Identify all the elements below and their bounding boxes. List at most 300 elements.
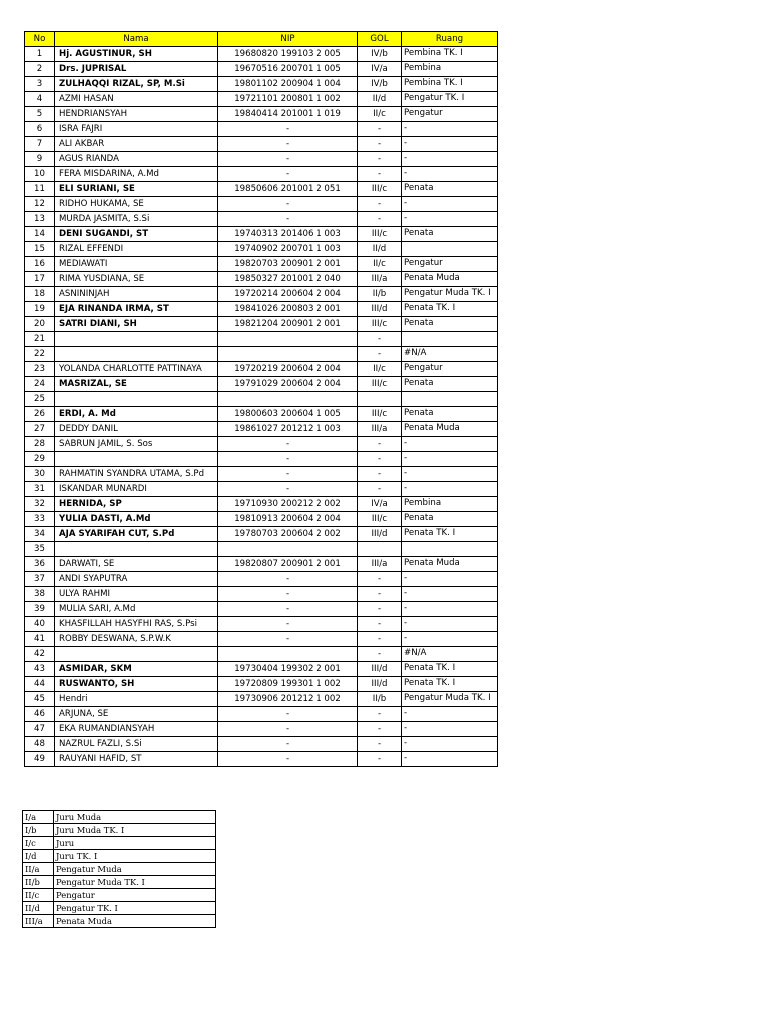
cell-nip: - [218,587,358,602]
legend-ruang: Pengatur Muda [54,863,216,876]
cell-nip: 19720219 200604 2 004 [218,362,358,377]
table-row [25,707,498,722]
cell-no: 15 [25,242,55,257]
cell-ruang: Penata TK. I [402,302,498,317]
cell-gol: - [358,437,402,452]
cell-nama: RAHMATIN SYANDRA UTAMA, S.Pd [55,467,218,482]
cell-gol: - [358,737,402,752]
cell-no: 9 [25,152,55,167]
cell-nama: YOLANDA CHARLOTTE PATTINAYA [55,362,218,377]
cell-nama: EJA RINANDA IRMA, ST [55,302,218,317]
cell-gol: III/d [358,677,402,692]
legend-ruang: Juru Muda [54,811,216,824]
cell-nip: 19680820 199103 2 005 [218,47,358,62]
table-row [25,617,498,632]
cell-gol: III/c [358,227,402,242]
table-row [25,752,498,767]
legend-row [23,876,216,889]
cell-no: 33 [25,512,55,527]
cell-nama: Hj. AGUSTINUR, SH [55,47,218,62]
cell-gol: II/d [358,92,402,107]
cell-ruang: - [402,707,498,722]
cell-nama [55,542,218,557]
cell-no: 49 [25,752,55,767]
cell-nip: 19850606 201001 2 051 [218,182,358,197]
cell-nip: 19780703 200604 2 002 [218,527,358,542]
cell-nama: YULIA DASTI, A.Md [55,512,218,527]
cell-no: 24 [25,377,55,392]
cell-nama [55,452,218,467]
cell-nip: - [218,752,358,767]
cell-nip: 19810913 200604 2 004 [218,512,358,527]
cell-nama: RIMA YUSDIANA, SE [55,272,218,287]
table-row [25,107,498,122]
rank-legend-table [22,810,216,928]
cell-nama: RIDHO HUKAMA, SE [55,197,218,212]
header-nama: Nama [55,32,218,47]
cell-no: 20 [25,317,55,332]
cell-ruang: #N/A [402,347,498,362]
cell-ruang [402,542,498,557]
cell-nama: MURDA JASMITA, S.Si [55,212,218,227]
cell-no: 12 [25,197,55,212]
cell-nama: ISKANDAR MUNARDI [55,482,218,497]
cell-ruang: - [402,752,498,767]
header-ruang: Ruang [402,32,498,47]
cell-ruang [402,392,498,407]
cell-no: 1 [25,47,55,62]
cell-ruang: Pengatur [402,107,498,122]
cell-nip: - [218,122,358,137]
cell-ruang: - [402,602,498,617]
cell-nama: ISRA FAJRI [55,122,218,137]
cell-gol: II/c [358,257,402,272]
cell-no: 31 [25,482,55,497]
cell-ruang: - [402,482,498,497]
table-row [25,662,498,677]
cell-nama [55,332,218,347]
cell-no: 26 [25,407,55,422]
cell-ruang: Pengatur [402,257,498,272]
cell-gol: - [358,482,402,497]
cell-no: 25 [25,392,55,407]
cell-ruang: Pengatur TK. I [402,92,498,107]
cell-nip: 19820807 200901 2 001 [218,557,358,572]
legend-gol: II/d [23,902,54,915]
cell-ruang: Penata [402,182,498,197]
cell-nip: - [218,737,358,752]
cell-ruang: - [402,197,498,212]
table-row [25,302,498,317]
cell-nama: MEDIAWATI [55,257,218,272]
cell-gol: III/a [358,557,402,572]
cell-no: 18 [25,287,55,302]
cell-ruang: - [402,137,498,152]
cell-gol: III/c [358,407,402,422]
table-row [25,167,498,182]
legend-ruang: Pengatur TK. I [54,902,216,915]
table-row [25,227,498,242]
cell-gol: II/d [358,242,402,257]
cell-no: 16 [25,257,55,272]
cell-nama: SATRI DIANI, SH [55,317,218,332]
cell-nama [55,647,218,662]
legend-row [23,902,216,915]
cell-nip [218,392,358,407]
cell-nama [55,347,218,362]
legend-ruang: Pengatur [54,889,216,902]
table-row [25,317,498,332]
header-no: No [25,32,55,47]
legend-row [23,863,216,876]
cell-ruang: - [402,617,498,632]
cell-nama: HERNIDA, SP [55,497,218,512]
cell-ruang: Pengatur [402,362,498,377]
cell-no: 48 [25,737,55,752]
legend-row [23,850,216,863]
table-row [25,92,498,107]
table-row [25,272,498,287]
table-row [25,572,498,587]
cell-nip: 19710930 200212 2 002 [218,497,358,512]
employee-table [24,31,498,767]
table-row [25,722,498,737]
cell-no: 10 [25,167,55,182]
table-row [25,677,498,692]
cell-nip: - [218,722,358,737]
cell-no: 5 [25,107,55,122]
table-row [25,257,498,272]
cell-gol [358,392,402,407]
cell-no: 3 [25,77,55,92]
table-row [25,392,498,407]
legend-gol: I/a [23,811,54,824]
legend-row [23,824,216,837]
cell-no: 45 [25,692,55,707]
cell-nama: DEDDY DANIL [55,422,218,437]
cell-gol: II/c [358,107,402,122]
legend-row [23,811,216,824]
cell-ruang: Penata [402,407,498,422]
cell-gol: II/c [358,362,402,377]
cell-no: 27 [25,422,55,437]
cell-gol: III/c [358,317,402,332]
cell-gol: III/a [358,422,402,437]
cell-nip: 19820703 200901 2 001 [218,257,358,272]
cell-no: 4 [25,92,55,107]
cell-gol: III/c [358,182,402,197]
cell-nip: - [218,707,358,722]
cell-gol: - [358,167,402,182]
cell-nama: Drs. JUPRISAL [55,62,218,77]
cell-nip [218,347,358,362]
legend-gol: I/d [23,850,54,863]
legend-ruang: Juru TK. I [54,850,216,863]
table-row [25,647,498,662]
cell-gol: II/b [358,287,402,302]
cell-no: 14 [25,227,55,242]
table-row [25,77,498,92]
cell-ruang: Pembina [402,62,498,77]
table-row [25,62,498,77]
cell-nama: RAUYANI HAFID, ST [55,752,218,767]
legend-row [23,915,216,928]
cell-nama: AJA SYARIFAH CUT, S.Pd [55,527,218,542]
cell-gol: - [358,212,402,227]
cell-gol: - [358,452,402,467]
cell-no: 19 [25,302,55,317]
cell-gol: III/c [358,377,402,392]
cell-no: 32 [25,497,55,512]
cell-nip: - [218,437,358,452]
legend-gol: II/a [23,863,54,876]
cell-nip: - [218,167,358,182]
cell-ruang: Penata Muda [402,557,498,572]
cell-nip: 19670516 200701 1 005 [218,62,358,77]
cell-nip: 19850327 201001 2 040 [218,272,358,287]
cell-no: 28 [25,437,55,452]
cell-gol: - [358,332,402,347]
cell-nip: 19720214 200604 2 004 [218,287,358,302]
cell-nama: DENI SUGANDI, ST [55,227,218,242]
cell-gol: III/c [358,512,402,527]
table-row [25,137,498,152]
cell-gol: IV/b [358,77,402,92]
cell-gol [358,542,402,557]
cell-nip [218,647,358,662]
cell-nip: 19800603 200604 1 005 [218,407,358,422]
cell-nip [218,332,358,347]
header-row [25,32,498,47]
cell-gol: - [358,617,402,632]
cell-no: 13 [25,212,55,227]
cell-nip: 19861027 201212 1 003 [218,422,358,437]
cell-nip: 19730404 199302 2 001 [218,662,358,677]
cell-no: 41 [25,632,55,647]
cell-gol: - [358,722,402,737]
cell-ruang: Penata TK. I [402,527,498,542]
table-row [25,482,498,497]
legend-gol: III/a [23,915,54,928]
cell-no: 6 [25,122,55,137]
table-row [25,587,498,602]
cell-gol: - [358,752,402,767]
cell-gol: - [358,197,402,212]
cell-nama [55,392,218,407]
header-gol: GOL [358,32,402,47]
cell-no: 22 [25,347,55,362]
legend-row [23,889,216,902]
cell-ruang: - [402,632,498,647]
header-nip: NIP [218,32,358,47]
table-row [25,692,498,707]
table-row [25,737,498,752]
cell-no: 35 [25,542,55,557]
cell-nip: 19721101 200801 1 002 [218,92,358,107]
legend-ruang: Penata Muda [54,915,216,928]
cell-nip [218,542,358,557]
cell-ruang: Pengatur Muda TK. I [402,287,498,302]
cell-ruang: - [402,572,498,587]
table-row [25,362,498,377]
cell-ruang: Penata [402,317,498,332]
cell-no: 30 [25,467,55,482]
cell-no: 38 [25,587,55,602]
cell-nip: 19730906 201212 1 002 [218,692,358,707]
cell-nip: - [218,212,358,227]
cell-ruang: Pembina TK. I [402,47,498,62]
cell-no: 34 [25,527,55,542]
cell-gol: - [358,152,402,167]
cell-nama: Hendri [55,692,218,707]
cell-ruang: - [402,437,498,452]
cell-ruang: Penata Muda [402,272,498,287]
employee-table-body [25,47,498,767]
cell-nama: HENDRIANSYAH [55,107,218,122]
cell-no: 39 [25,602,55,617]
cell-ruang [402,242,498,257]
cell-gol: III/d [358,302,402,317]
cell-ruang: Pembina TK. I [402,77,498,92]
cell-ruang: - [402,212,498,227]
cell-no: 21 [25,332,55,347]
cell-nama: ARJUNA, SE [55,707,218,722]
cell-gol: II/b [358,692,402,707]
cell-gol: IV/a [358,497,402,512]
cell-ruang [402,332,498,347]
cell-gol: III/d [358,662,402,677]
cell-ruang: Pembina [402,497,498,512]
table-row [25,152,498,167]
cell-no: 2 [25,62,55,77]
cell-nama: DARWATI, SE [55,557,218,572]
cell-gol: - [358,467,402,482]
cell-nama: ASNININJAH [55,287,218,302]
cell-no: 44 [25,677,55,692]
table-row [25,497,498,512]
cell-nip: - [218,482,358,497]
cell-nip: 19821204 200901 2 001 [218,317,358,332]
cell-nama: ELI SURIANI, SE [55,182,218,197]
cell-gol: - [358,122,402,137]
cell-nip: - [218,137,358,152]
cell-no: 43 [25,662,55,677]
cell-gol: III/a [358,272,402,287]
table-row [25,332,498,347]
cell-nama: SABRUN JAMIL, S. Sos [55,437,218,452]
cell-gol: - [358,707,402,722]
cell-nip: 19801102 200904 1 004 [218,77,358,92]
cell-nama: RUSWANTO, SH [55,677,218,692]
table-row [25,422,498,437]
table-row [25,437,498,452]
cell-gol: - [358,137,402,152]
table-row [25,557,498,572]
legend-gol: I/b [23,824,54,837]
cell-nama: AZMI HASAN [55,92,218,107]
table-row [25,212,498,227]
cell-no: 40 [25,617,55,632]
legend-ruang: Pengatur Muda TK. I [54,876,216,889]
table-row [25,122,498,137]
table-row [25,242,498,257]
cell-gol: - [358,632,402,647]
cell-no: 36 [25,557,55,572]
cell-ruang: - [402,167,498,182]
cell-gol: IV/a [358,62,402,77]
cell-nama: AGUS RIANDA [55,152,218,167]
cell-nip: 19740313 201406 1 003 [218,227,358,242]
cell-nama: ZULHAQQI RIZAL, SP, M.Si [55,77,218,92]
cell-ruang: - [402,122,498,137]
table-row [25,287,498,302]
cell-nip: - [218,602,358,617]
cell-ruang: Penata [402,227,498,242]
table-row [25,407,498,422]
cell-no: 23 [25,362,55,377]
cell-nama: ASMIDAR, SKM [55,662,218,677]
cell-gol: - [358,587,402,602]
table-row [25,47,498,62]
cell-gol: - [358,572,402,587]
table-row [25,512,498,527]
cell-nip: - [218,452,358,467]
cell-ruang: - [402,722,498,737]
cell-nip: 19841026 200803 2 001 [218,302,358,317]
cell-nip: 19740902 200701 1 003 [218,242,358,257]
cell-nama: EKA RUMANDIANSYAH [55,722,218,737]
rank-legend-body [23,811,216,928]
cell-ruang: - [402,467,498,482]
cell-gol: - [358,347,402,362]
cell-nama: ANDI SYAPUTRA [55,572,218,587]
table-row [25,632,498,647]
cell-gol: IV/b [358,47,402,62]
table-row [25,467,498,482]
cell-gol: - [358,647,402,662]
cell-ruang: - [402,587,498,602]
cell-no: 46 [25,707,55,722]
legend-row [23,837,216,850]
cell-nama: FERA MISDARINA, A.Md [55,167,218,182]
legend-gol: II/b [23,876,54,889]
cell-no: 37 [25,572,55,587]
table-row [25,197,498,212]
cell-nip: 19720809 199301 1 002 [218,677,358,692]
cell-no: 29 [25,452,55,467]
cell-nama: ROBBY DESWANA, S.P.W.K [55,632,218,647]
cell-nama: ERDI, A. Md [55,407,218,422]
legend-ruang: Juru Muda TK. I [54,824,216,837]
table-row [25,182,498,197]
cell-nama: ULYA RAHMI [55,587,218,602]
table-row [25,377,498,392]
cell-ruang: Penata TK. I [402,662,498,677]
legend-gol: II/c [23,889,54,902]
cell-nip: 19791029 200604 2 004 [218,377,358,392]
cell-no: 7 [25,137,55,152]
cell-nama: MASRIZAL, SE [55,377,218,392]
cell-nama: KHASFILLAH HASYFHI RAS, S.Psi [55,617,218,632]
cell-nama: ALI AKBAR [55,137,218,152]
table-row [25,347,498,362]
cell-nama: NAZRUL FAZLI, S.Si [55,737,218,752]
cell-gol: - [358,602,402,617]
cell-ruang: Penata TK. I [402,677,498,692]
cell-nip: - [218,197,358,212]
cell-ruang: - [402,452,498,467]
cell-nip: - [218,617,358,632]
